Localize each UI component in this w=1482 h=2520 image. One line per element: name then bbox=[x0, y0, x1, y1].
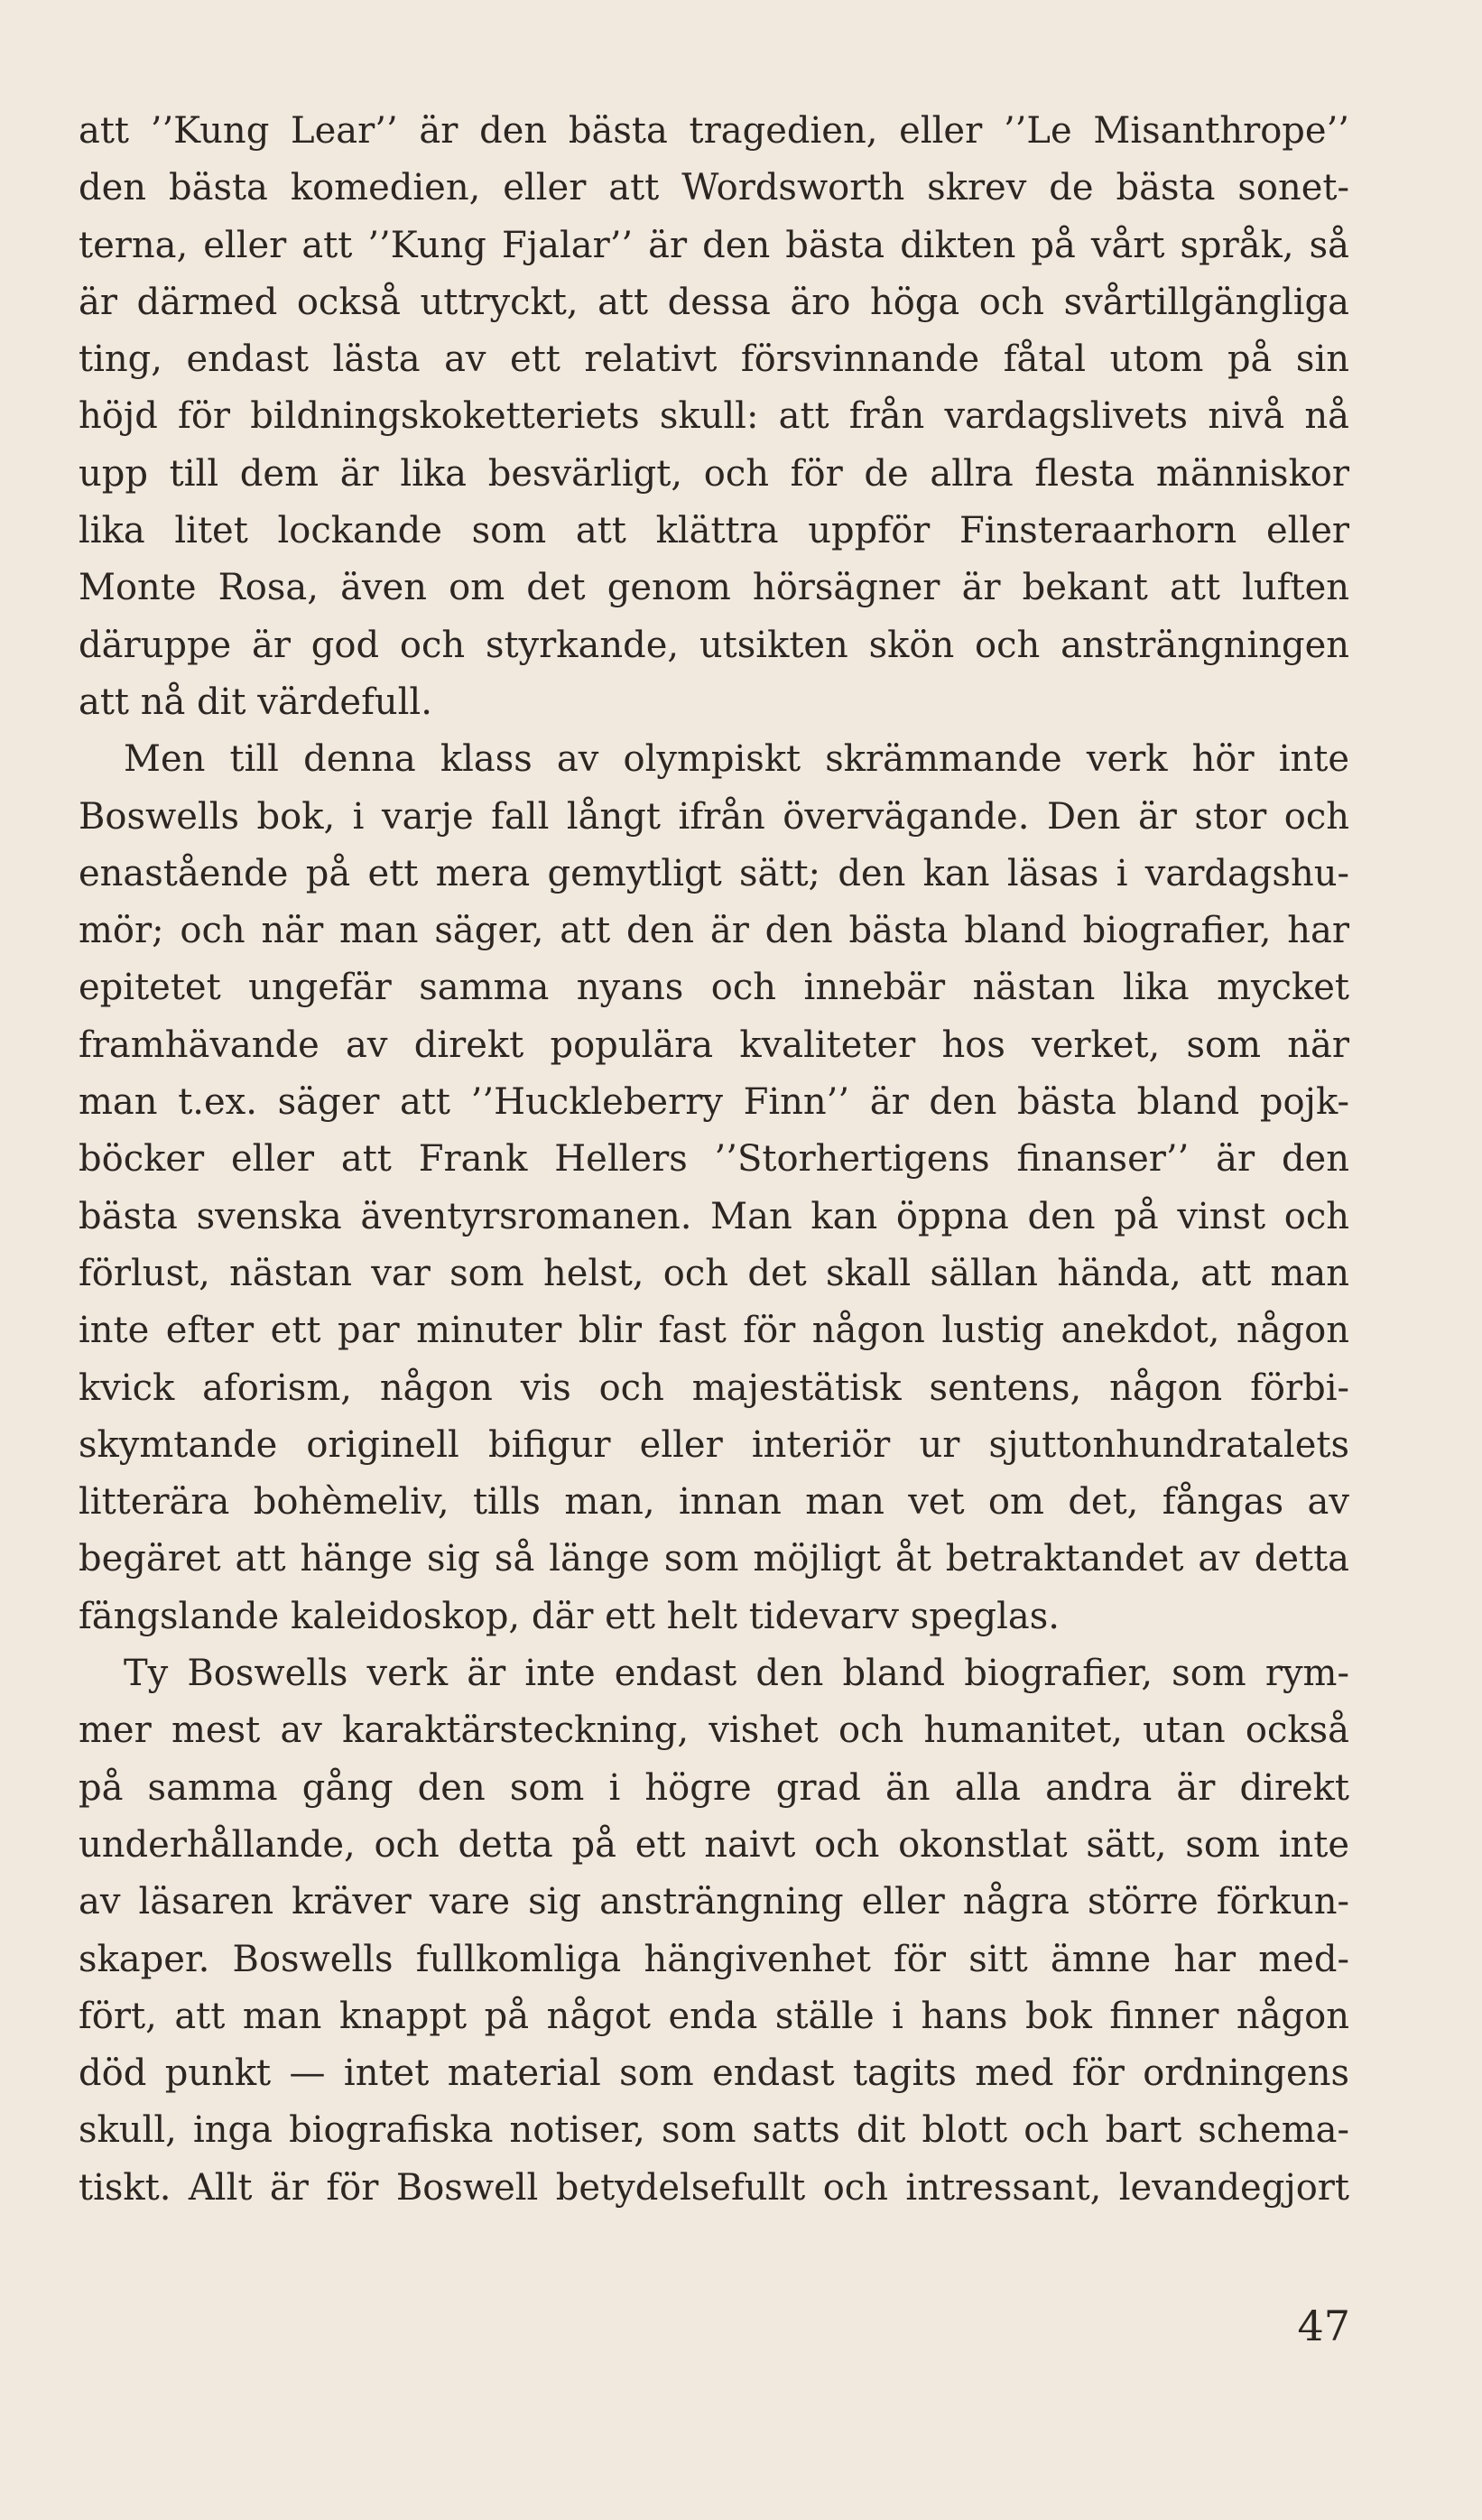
text-line: död punkt — intet material som endast tagits med för ordningens bbox=[79, 2052, 1349, 2095]
text-line: mer mest av karaktärsteckning, vishet och humanitet, utan också bbox=[79, 1709, 1349, 1752]
text-line: höjd för bildningskoketteriets skull: att från vardagslivets nivå nå bbox=[79, 395, 1349, 438]
text-line: terna, eller att ’’Kung Fjalar’’ är den bästa dikten på vårt språk, så bbox=[79, 224, 1349, 266]
text-line: lika litet lockande som att klättra uppför Finsteraarhorn eller bbox=[79, 510, 1349, 552]
page-number: 47 bbox=[1297, 2302, 1350, 2350]
text-line: skymtande originell bifigur eller interiör ur sjuttonhundratalets bbox=[79, 1423, 1349, 1466]
text-line: litterära bohèmeliv, tills man, innan man vet om det, fångas av bbox=[79, 1481, 1349, 1524]
text-line: Ty Boswells verk är inte endast den bland biografier, som rym- bbox=[124, 1653, 1349, 1695]
text-line: Boswells bok, i varje fall långt ifrån övervägande. Den är stor och bbox=[79, 795, 1349, 838]
text-line: ting, endast lästa av ett relativt försvinnande fåtal utom på sin bbox=[79, 338, 1349, 381]
text-line: underhållande, och detta på ett naivt och okonstlat sätt, som inte bbox=[79, 1823, 1349, 1866]
body-text bbox=[79, 103, 1349, 2217]
text-line: bästa svenska äventyrsromanen. Man kan öppna den på vinst och bbox=[79, 1195, 1349, 1237]
text-line: man t.ex. säger att ’’Huckleberry Finn’’ är den bästa bland pojk- bbox=[79, 1081, 1349, 1124]
text-line: däruppe är god och styrkande, utsikten skön och ansträngningen bbox=[79, 624, 1349, 666]
text-line: på samma gång den som i högre grad än alla andra är direkt bbox=[79, 1766, 1349, 1809]
text-line: begäret att hänge sig så länge som möjligt åt betraktandet av detta bbox=[79, 1538, 1349, 1580]
text-line: att ’’Kung Lear’’ är den bästa tragedien, eller ’’Le Misanthrope’’ bbox=[79, 110, 1349, 152]
text-line: böcker eller att Frank Hellers ’’Storhertigens finanser’’ är den bbox=[79, 1138, 1349, 1181]
text-line: Monte Rosa, även om det genom hörsägner är bekant att luften bbox=[79, 567, 1349, 609]
text-line: fängslande kaleidoskop, där ett helt tidevarv speglas. bbox=[79, 1595, 1061, 1637]
text-line: mör; och när man säger, att den är den bästa bland biografier, har bbox=[79, 910, 1349, 952]
text-line: att nå dit värdefull. bbox=[79, 681, 432, 723]
text-line: förlust, nästan var som helst, och det skall sällan hända, att man bbox=[79, 1252, 1349, 1294]
text-line: kvick aforism, någon vis och majestätisk sentens, någon förbi- bbox=[79, 1367, 1349, 1409]
text-line: skull, inga biografiska notiser, som satts dit blott och bart schema- bbox=[79, 2109, 1349, 2152]
text-line: framhävande av direkt populära kvaliteter hos verket, som när bbox=[79, 1024, 1349, 1066]
text-line: epitetet ungefär samma nyans och innebär nästan lika mycket bbox=[79, 967, 1349, 1009]
text-line: av läsaren kräver vare sig ansträngning eller några större förkun- bbox=[79, 1881, 1349, 1923]
text-line: Men till denna klass av olympiskt skrämmande verk hör inte bbox=[124, 738, 1349, 781]
text-line: skaper. Boswells fullkomliga hängivenhet för sitt ämne har med- bbox=[79, 1938, 1349, 1980]
text-line: enastående på ett mera gemytligt sätt; den kan läsas i vardagshu- bbox=[79, 852, 1349, 894]
text-line: är därmed också uttryckt, att dessa äro höga och svårtillgängliga bbox=[79, 281, 1349, 323]
text-line: fört, att man knappt på något enda ställe i hans bok finner någon bbox=[79, 1995, 1349, 2037]
text-line: tiskt. Allt är för Boswell betydelsefullt och intressant, levandegjort bbox=[79, 2166, 1349, 2209]
text-line: den bästa komedien, eller att Wordsworth skrev de bästa sonet- bbox=[79, 167, 1349, 209]
text-line: upp till dem är lika besvärligt, och för de allra flesta människor bbox=[79, 452, 1349, 495]
text-line: inte efter ett par minuter blir fast för någon lustig anekdot, någon bbox=[79, 1310, 1349, 1352]
